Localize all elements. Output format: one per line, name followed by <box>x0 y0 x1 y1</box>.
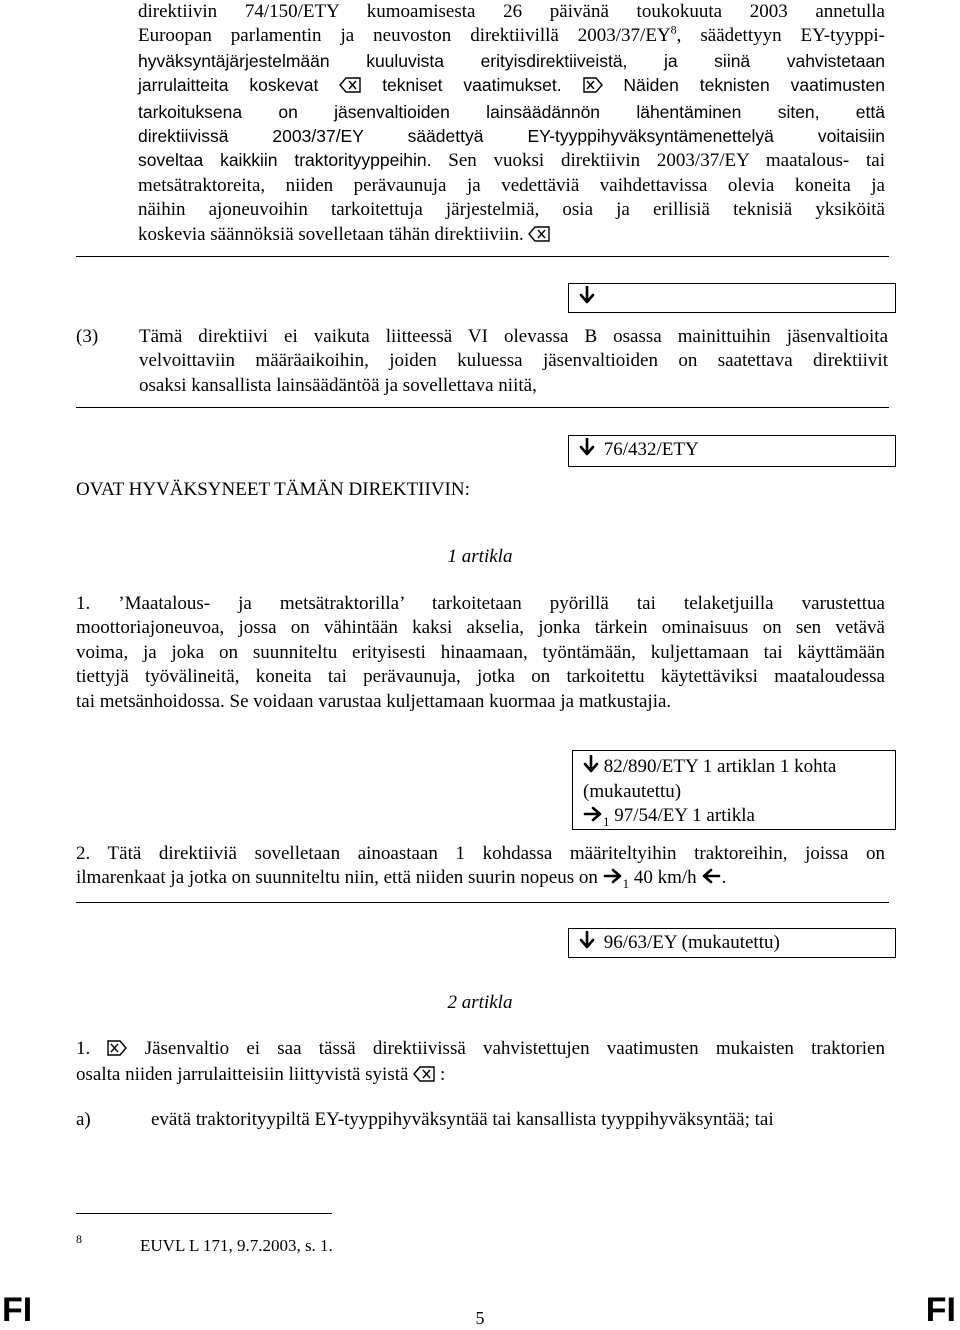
text-span: , säädettyyn EY-tyyppi- <box>676 25 885 47</box>
article-heading: 1 artikla <box>447 546 513 567</box>
text-span: Sen vuoksi direktiivin 2003/37/EY maatalous- tai <box>448 150 885 172</box>
paragraph-line <box>138 148 885 173</box>
deletion-end-icon <box>413 1065 435 1089</box>
recital-number: (3) <box>76 326 99 347</box>
arrow-right-icon <box>583 805 603 829</box>
text-span: koskevia säännöksiä sovelletaan tähän direktiiviin. <box>138 223 524 245</box>
paragraph-line <box>76 866 885 896</box>
section-divider <box>76 902 889 903</box>
paragraph-line: hyväksyntäjärjestelmään kuuluvista erityisdirektiiveistä, ja siinä vahvistetaan <box>138 50 885 71</box>
text-span: tekniset vaatimukset. <box>382 75 562 96</box>
paragraph-line: metsätraktoreita, niiden perävaunuja ja vedettäviä vaihdettavissa olevia koneita ja <box>138 174 885 196</box>
article2-paragraph1 <box>76 1037 885 1090</box>
paragraph-line: 1. ’Maatalous- ja metsätraktorilla’ tarkoitetaan pyörillä tai telaketjuilla varustettua <box>76 593 885 614</box>
section-divider <box>76 407 889 408</box>
text-span: osalta niiden jarrulaitteisiin liittyvistä syistä <box>76 1064 409 1086</box>
recital-text <box>139 325 888 398</box>
source-box <box>568 283 896 313</box>
article1-paragraph2 <box>76 842 885 897</box>
paragraph-line: osaksi kansallista lainsäädäntöä ja sovellettava niitä, <box>139 374 537 396</box>
paragraph-line: direktiivin 74/150/ETY kumoamisesta 26 päivänä toukokuuta 2003 annetulla <box>138 1 885 22</box>
footer-language-left: FI <box>2 1291 33 1329</box>
text-span: Jäsenvaltio ei saa tässä direktiivissä vahvistettujen vaatimusten mukaisten traktorien <box>144 1038 885 1059</box>
text-span: Näiden teknisten vaatimusten <box>623 75 885 96</box>
arrow-right-icon <box>603 867 623 891</box>
list-item-text: evätä traktorityypiltä EY-tyyppihyväksyntää tai kansallista tyyppihyväksyntää; tai <box>151 1109 774 1130</box>
list-item-label: a) <box>76 1109 91 1130</box>
deletion-start-icon <box>583 75 603 99</box>
source-reference: 82/890/ETY 1 artiklan 1 kohta <box>603 756 837 777</box>
paragraph-line: voima, ja joka on suunniteltu erityisesti hinaamaan, työntämään, kuljettamaan tai käyttämään <box>76 641 885 663</box>
paragraph-line: tarkoituksena on jäsenvaltioiden lainsäädännön lähentäminen siten, että <box>138 101 885 122</box>
source-box <box>568 928 896 958</box>
text-span: soveltaa kaikkiin traktorityyppeihin. <box>138 150 432 171</box>
section-divider <box>76 256 889 257</box>
deletion-start-icon <box>107 1039 127 1063</box>
source-reference: 96/63/EY (mukautettu) <box>603 932 780 953</box>
footer-language-right: FI <box>925 1291 956 1329</box>
source-box <box>568 435 896 467</box>
source-reference: 97/54/EY 1 artikla <box>614 805 755 827</box>
top-paragraph <box>138 0 885 249</box>
text-span: ilmarenkaat ja jotka on suunniteltu niin, että niiden suurin nopeus on <box>76 867 598 889</box>
deletion-end-icon <box>528 225 550 249</box>
footnote-reference[interactable]: 8 <box>670 23 677 38</box>
insertion-number: 1 <box>603 813 610 829</box>
source-line <box>583 755 889 780</box>
paragraph-line <box>138 223 885 249</box>
paragraph-line <box>138 73 885 99</box>
source-line: (mukautettu) <box>583 781 682 803</box>
source-box <box>572 750 896 830</box>
paragraph-line: näihin ajoneuvoihin tarkoitettuja järjestelmiä, osia ja erillisiä teknisiä yksiköitä <box>138 199 885 221</box>
footnote-number: 8 <box>76 1232 82 1246</box>
arrow-left-icon <box>701 867 721 891</box>
paragraph-line: moottoriajoneuvoa, jossa on vähintään kaksi akselia, jonka tärkein ominaisuus on sen vetävä <box>76 617 885 639</box>
arrow-down-icon <box>579 931 595 956</box>
paragraph-line: 2. Tätä direktiiviä sovelletaan ainoastaan 1 kohdassa määriteltyihin traktoreihin, joissa on <box>76 843 885 864</box>
paragraph-line <box>76 1037 885 1063</box>
text-span: Euroopan parlamentin ja neuvoston direktiivillä 2003/37/EY <box>138 25 671 47</box>
paragraph-line: Tämä direktiivi ei vaikuta liitteessä VI olevassa B osassa mainittuihin jäsenvaltioita <box>139 326 888 347</box>
paragraph-line: velvoittaviin määräaikoihin, joiden kuluessa jäsenvaltioiden on saatettava direktiivit <box>139 350 888 372</box>
paragraph-line <box>138 24 885 48</box>
enacting-formula: OVAT HYVÄKSYNEET TÄMÄN DIREKTIIVIN: <box>76 479 470 500</box>
footnote-separator <box>76 1213 332 1214</box>
arrow-down-icon <box>583 755 599 780</box>
paragraph-line: tiettyjä työvälineitä, koneita tai perävaunuja, jotka on tarkoitettu käytettäviksi maataloudessa <box>76 666 885 688</box>
text-span: 1. <box>76 1038 91 1059</box>
paragraph-line <box>76 1063 885 1089</box>
article1-paragraph1 <box>76 592 885 714</box>
deletion-end-icon <box>339 75 361 99</box>
page-number: 5 <box>475 1308 485 1328</box>
paragraph-line: direktiivissä 2003/37/EY säädettyä EY-tyyppihyväksyntämenettelyä voitaisiin <box>138 126 885 147</box>
paragraph-line: tai metsänhoidossa. Se voidaan varustaa kuljettamaan kuormaa ja matkustajia. <box>76 690 672 712</box>
source-line <box>583 804 889 834</box>
article-heading: 2 artikla <box>447 992 513 1013</box>
insertion-number: 1 <box>622 876 630 892</box>
arrow-down-icon <box>579 286 595 311</box>
arrow-down-icon <box>579 438 595 463</box>
source-reference: 76/432/ETY <box>603 439 699 460</box>
text-span: 40 km/h <box>633 867 697 889</box>
text-span: jarrulaitteita koskevat <box>138 75 319 96</box>
footnote-text: EUVL L 171, 9.7.2003, s. 1. <box>140 1236 333 1255</box>
text-span: . <box>721 867 727 889</box>
text-span: : <box>439 1064 446 1086</box>
